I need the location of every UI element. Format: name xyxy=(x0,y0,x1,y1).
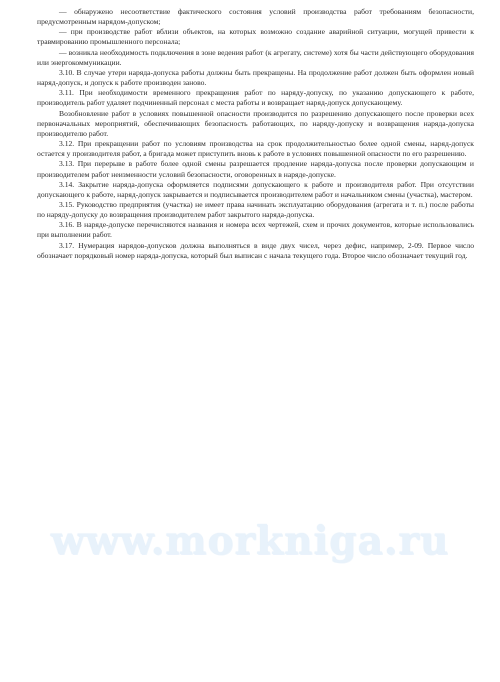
paragraph: 3.14. Закрытие наряда-допуска оформляется подписями допускающего к работе и производителя работ. При отсутствии допускающего к работе, наряд-допуск закрывается и подписывается производителем работ и начальником смены (участка), мастером. xyxy=(37,179,474,199)
paragraph: — при производстве работ вблизи объектов, на которых возможно создание аварийной ситуации, могущей привести к травмированию промышленного персонала; xyxy=(37,27,474,47)
document-body xyxy=(37,7,474,261)
watermark: www.morkniga.ru xyxy=(50,518,450,564)
paragraph: — возникла необходимость подключения в зоне ведения работ (к агрегату, системе) хотя бы части действующего оборудования или энергокоммуникации. xyxy=(37,47,474,67)
paragraph: 3.16. В наряде-допуске перечисляются названия и номера всех чертежей, схем и прочих документов, которые использовались при выполнении работ. xyxy=(37,220,474,240)
paragraph: 3.12. При прекращении работ по условиям производства на срок продолжительностью более одной смены, наряд-допуск остается у производителя работ, а бригада может приступить вновь к работе в условиях повышенной опасности по его разрешению. xyxy=(37,139,474,159)
paragraph: 3.15. Руководство предприятия (участка) не имеет права начинать эксплуатацию оборудования (агрегата и т. п.) после работы по наряду-допуску до возвращения производителем работ закрытого наряда-допуска. xyxy=(37,199,474,220)
paragraph: 3.11. При необходимости временного прекращения работ по наряду-допуску, по указанию допускающего к работе, производитель работ удаляет подчиненный персонал с места работы и возвращает наряд-допуск допускающему. xyxy=(37,88,474,108)
paragraph: Возобновление работ в условиях повышенной опасности производится по разрешению допускающего после проверки всех первоначальных мероприятий, обеспечивающих безопасность работающих, по наряду-допуску и возвращения наряда-допуска производителю работ. xyxy=(37,108,474,138)
paragraph: — обнаружено несоответствие фактического состояния условий производства работ требованиям безопасности, предусмотренным нарядом-допуском; xyxy=(37,7,474,27)
paragraph: 3.10. В случае утери наряда-допуска работы должны быть прекращены. На продолжение работ должен быть оформлен новый наряд-допуск, и допуск к работе производен заново. xyxy=(37,67,474,88)
paragraph: 3.17. Нумерация нарядов-допусков должна выполняться в виде двух чисел, через дефис, например, 2-09. Первое число обозначает порядковый номер наряда-допуска, который был выписан с начала текущего года. Второе число обозначает текущий год. xyxy=(37,240,474,260)
paragraph: 3.13. При перерыве в работе более одной смены разрешается продление наряда-допуска после проверки допускающим и производителем работ неизменности условий безопасности, оговоренных в наряде-допуске. xyxy=(37,159,474,179)
